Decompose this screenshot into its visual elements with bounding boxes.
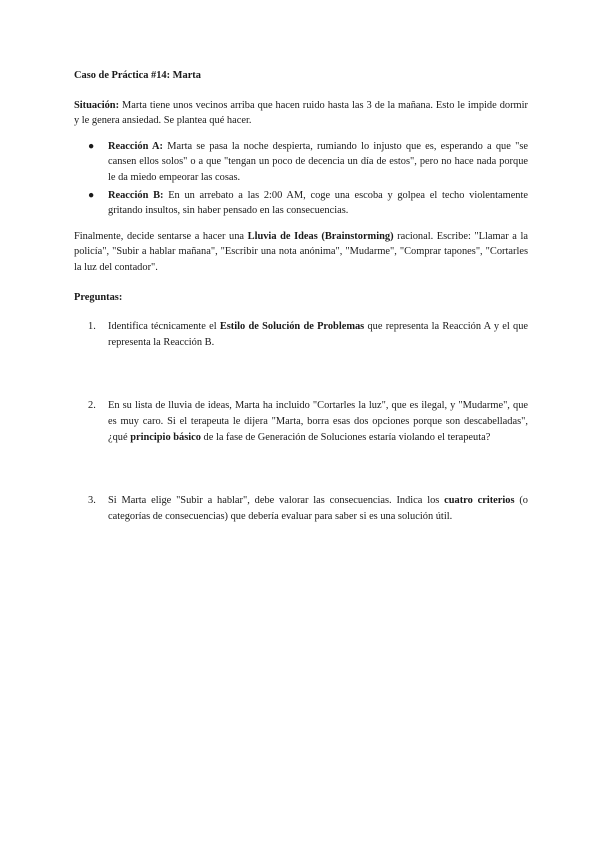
reaction-a-item <box>74 139 528 186</box>
bullet-icon: ● <box>88 189 95 201</box>
question-item-2 <box>74 398 528 445</box>
situation-text: Marta tiene unos vecinos arriba que hacen ruido hasta las 3 de la mañana. Esto le impide dormir y le genera ansiedad. Se plantea qué hacer. <box>74 99 528 127</box>
question-number: 3. <box>88 495 96 507</box>
situation-paragraph <box>74 98 528 129</box>
question-number: 1. <box>88 321 96 333</box>
question-text-before: Identifica técnicamente el <box>108 321 220 333</box>
question-bold: principio básico <box>130 431 201 443</box>
brainstorm-bold: Lluvia de Ideas (Brainstorming) <box>247 230 394 242</box>
question-text-before: Si Marta elige "Subir a hablar", debe valorar las consecuencias. Indica los <box>108 495 445 507</box>
bullet-icon: ● <box>88 140 95 152</box>
question-bold: Estilo de Solución de Problemas <box>219 321 365 333</box>
reaction-b-label: Reacción B: <box>108 189 164 201</box>
reactions-list <box>74 139 528 219</box>
question-number: 2. <box>88 400 96 412</box>
questions-heading: Preguntas: <box>74 291 123 303</box>
question-bold: cuatro criterios <box>444 495 515 507</box>
question-text-after: que representa la Reacción A y el que representa la Reacción B. <box>108 321 529 348</box>
question-item-1 <box>74 319 528 350</box>
question-text-after: (o categorías de consecuencias) que debería evaluar para saber si es una solución útil. <box>108 495 528 522</box>
situation-label: Situación: <box>74 99 120 111</box>
case-title: Caso de Práctica #14: Marta <box>74 70 201 81</box>
reaction-a-label: Reacción A: <box>108 140 164 152</box>
reaction-b-item <box>74 188 528 219</box>
reaction-b-text: En un arrebato a las 2:00 AM, coge una escoba y golpea el techo violentamente gritando insultos, sin haber pensado en las consecuencias. <box>108 189 528 217</box>
questions-list <box>74 319 528 524</box>
brainstorm-paragraph <box>74 229 528 276</box>
question-text-before: En su lista de lluvia de ideas, Marta ha incluido "Cortarles la luz", que es ilegal, y "Mudarme", que es muy caro. Si el terapeuta le dijera "Marta, borra esas dos opciones porque son descabelladas", ¿qué <box>108 400 528 443</box>
question-text-after: de la fase de Generación de Soluciones estaría violando el terapeuta? <box>200 431 491 443</box>
brainstorm-text-before: Finalmente, decide sentarse a hacer una <box>74 230 248 242</box>
question-item-3 <box>74 493 528 524</box>
document-body <box>74 68 528 524</box>
reaction-a-text: Marta se pasa la noche despierta, rumiando lo injusto que es, esperando a que "se cansen ellos solos" o a que "tengan un poco de decencia un día de estos", pero no hace nada porque le da miedo empeorar las cosas. <box>108 140 528 183</box>
brainstorm-text-after: racional. Escribe: "Llamar a la policía", "Subir a hablar mañana", "Escribir una nota anónima", "Mudarme", "Comprar tapones", "Cortarles la luz del contador". <box>74 230 528 273</box>
